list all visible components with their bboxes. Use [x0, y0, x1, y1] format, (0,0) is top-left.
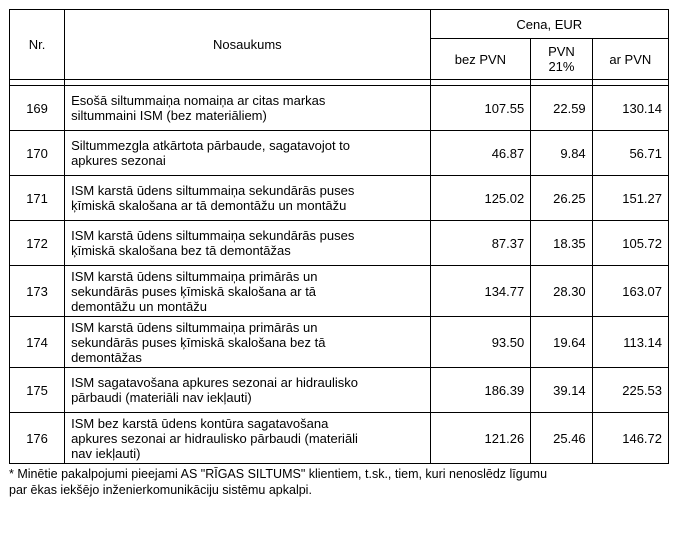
price-ar-pvn: 130.14 — [592, 86, 668, 131]
service-name — [65, 413, 431, 464]
service-name-line: pārbaudi (materiāli nav iekļauti) — [71, 390, 252, 405]
price-ar-pvn: 225.53 — [592, 368, 668, 413]
service-name — [65, 131, 431, 176]
service-name — [65, 86, 431, 131]
price-pvn: 22.59 — [531, 86, 592, 131]
price-ar-pvn: 163.07 — [592, 266, 668, 317]
service-name-line: sekundārās puses ķīmiskā skalošana bez tā — [71, 334, 326, 350]
table-row — [10, 131, 669, 176]
service-name-line: ISM karstā ūdens siltummaiņa sekundārās puses — [71, 228, 355, 243]
service-name-line: sekundārās puses ķīmiskā skalošana ar tā — [71, 283, 317, 299]
service-name — [65, 266, 431, 317]
price-ar-pvn: 105.72 — [592, 221, 668, 266]
price-ar-pvn: 146.72 — [592, 413, 668, 464]
service-name-line: Esošā siltummaiņa nomaiņa ar citas markas — [71, 93, 326, 108]
price-pvn: 28.30 — [531, 266, 592, 317]
service-name-line: apkures sezonai — [71, 153, 166, 168]
price-bez-pvn: 134.77 — [430, 266, 531, 317]
price-pvn: 26.25 — [531, 176, 592, 221]
row-number: 174 — [10, 317, 65, 368]
table-body — [10, 86, 669, 464]
service-name — [65, 368, 431, 413]
service-name-line: Siltummezgla atkārtota pārbaude, sagatavojot to — [71, 138, 351, 153]
service-name-line: apkures sezonai ar hidraulisko pārbaudi (materiāli — [71, 430, 358, 446]
service-name-line: ISM bez karstā ūdens kontūra sagatavošana — [71, 415, 329, 431]
header-nr: Nr. — [10, 10, 65, 80]
row-number: 173 — [10, 266, 65, 317]
service-name-line: demontāžas — [71, 349, 142, 365]
service-name-line: ISM karstā ūdens siltummaiņa primārās un — [71, 268, 318, 284]
service-name-line: nav iekļauti) — [71, 445, 141, 461]
table-row — [10, 176, 669, 221]
price-table — [9, 9, 669, 464]
footnote-line2: par ēkas iekšējo inženierkomunikāciju sistēmu apkalpi. — [9, 483, 312, 497]
price-pvn: 25.46 — [531, 413, 592, 464]
footnote-line1: * Minētie pakalpojumi pieejami AS "RĪGAS SILTUMS" klientiem, t.sk., tiem, kuri nenoslēdz līgumu — [9, 467, 548, 481]
header-ar-pvn: ar PVN — [592, 39, 668, 80]
row-number: 175 — [10, 368, 65, 413]
header-name: Nosaukums — [65, 10, 431, 80]
table-row — [10, 368, 669, 413]
header-pvn-line1: PVN — [548, 44, 575, 59]
price-bez-pvn: 46.87 — [430, 131, 531, 176]
row-number: 171 — [10, 176, 65, 221]
price-bez-pvn: 87.37 — [430, 221, 531, 266]
price-ar-pvn: 151.27 — [592, 176, 668, 221]
price-list — [9, 9, 669, 498]
header-pvn-line2: 21% — [548, 59, 575, 74]
price-pvn: 39.14 — [531, 368, 592, 413]
footnote — [9, 466, 671, 498]
price-ar-pvn: 56.71 — [592, 131, 668, 176]
price-bez-pvn: 107.55 — [430, 86, 531, 131]
service-name-line: ISM karstā ūdens siltummaiņa sekundārās puses — [71, 183, 355, 198]
table-row — [10, 86, 669, 131]
header-bez-pvn: bez PVN — [430, 39, 531, 80]
price-bez-pvn: 125.02 — [430, 176, 531, 221]
row-number: 169 — [10, 86, 65, 131]
table-row — [10, 221, 669, 266]
service-name — [65, 176, 431, 221]
table-row — [10, 317, 669, 368]
service-name-line: ķīmiskā skalošana bez tā demontāžas — [71, 243, 291, 258]
service-name-line: ISM karstā ūdens siltummaiņa primārās un — [71, 319, 318, 335]
price-bez-pvn: 93.50 — [430, 317, 531, 368]
price-pvn: 19.64 — [531, 317, 592, 368]
price-bez-pvn: 186.39 — [430, 368, 531, 413]
price-bez-pvn: 121.26 — [430, 413, 531, 464]
service-name-line: demontāžu un montāžu — [71, 298, 207, 314]
price-pvn: 9.84 — [531, 131, 592, 176]
price-ar-pvn: 113.14 — [592, 317, 668, 368]
row-number: 170 — [10, 131, 65, 176]
table-row — [10, 266, 669, 317]
header-pvn — [531, 39, 592, 80]
service-name-line: ķīmiskā skalošana ar tā demontāžu un montāžu — [71, 198, 347, 213]
service-name — [65, 221, 431, 266]
header-price-group: Cena, EUR — [430, 10, 668, 39]
price-pvn: 18.35 — [531, 221, 592, 266]
service-name — [65, 317, 431, 368]
row-number: 176 — [10, 413, 65, 464]
service-name-line: ISM sagatavošana apkures sezonai ar hidraulisko — [71, 375, 358, 390]
table-row — [10, 413, 669, 464]
row-number: 172 — [10, 221, 65, 266]
service-name-line: siltummaini ISM (bez materiāliem) — [71, 108, 267, 123]
